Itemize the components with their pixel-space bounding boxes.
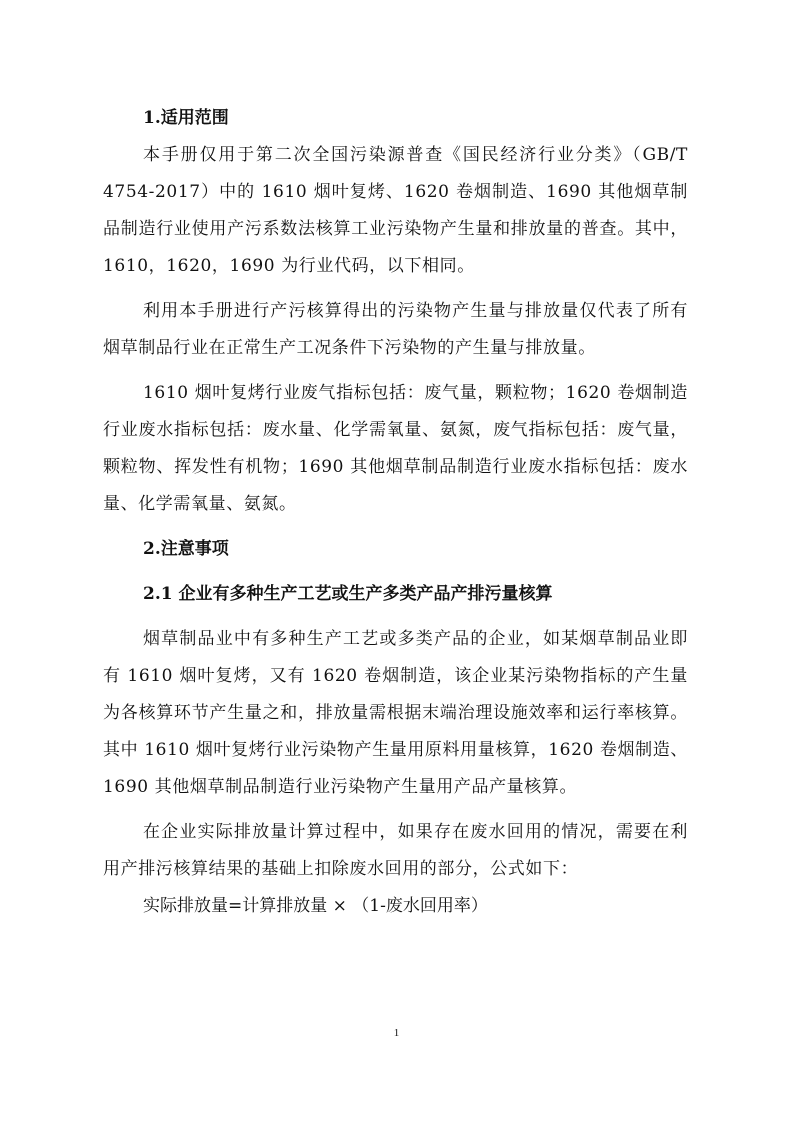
- page-number: 1: [393, 1027, 400, 1039]
- section-2-1-paragraph-2: 在企业实际排放量计算过程中，如果存在废水回用的情况，需要在利用产排污核算结果的基础上扣除废水回用的部分，公式如下：: [103, 822, 688, 879]
- document-body: [103, 100, 688, 925]
- section-1-paragraph-3: 1610 烟叶复烤行业废气指标包括：废气量，颗粒物；1620 卷烟制造行业废水指标包括：废水量、化学需氧量、氨氮，废气指标包括：废气量，颗粒物、挥发性有机物；1690 其他烟草制品制造行业废水指标包括：废水量、化学需氧量、氨氮。: [103, 383, 688, 514]
- section-1-heading: 1.适用范围: [143, 108, 229, 128]
- section-2-heading: 2.注意事项: [143, 539, 229, 559]
- formula: 实际排放量=计算排放量 × （1-废水回用率）: [143, 896, 488, 916]
- section-1-paragraph-2: 利用本手册进行产污核算得出的污染物产生量与排放量仅代表了所有烟草制品行业在正常生产工况条件下污染物的产生量与排放量。: [103, 301, 688, 358]
- section-2-1-paragraph-1: 烟草制品业中有多种生产工艺或多类产品的企业，如某烟草制品业即有 1610 烟叶复烤，又有 1620 卷烟制造，该企业某污染物指标的产生量为各核算环节产生量之和，排放量需根据末端治理设施效率和运行率核算。其中 1610 烟叶复烤行业污染物产生量用原料用量核算，1620 卷烟制造、1690 其他烟草制品制造行业污染物产生量用产品产量核算。: [103, 629, 688, 797]
- section-1-paragraph-1: 本手册仅用于第二次全国污染源普查《国民经济行业分类》（GB/T 4754-2017）中的 1610 烟叶复烤、1620 卷烟制造、1690 其他烟草制品制造行业使用产污系数法核算工业污染物产生量和排放量的普查。其中，1610，1620，1690 为行业代码，以下相同。: [103, 145, 688, 276]
- section-2-1-heading: 2.1 企业有多种生产工艺或生产多类产品产排污量核算: [143, 584, 553, 604]
